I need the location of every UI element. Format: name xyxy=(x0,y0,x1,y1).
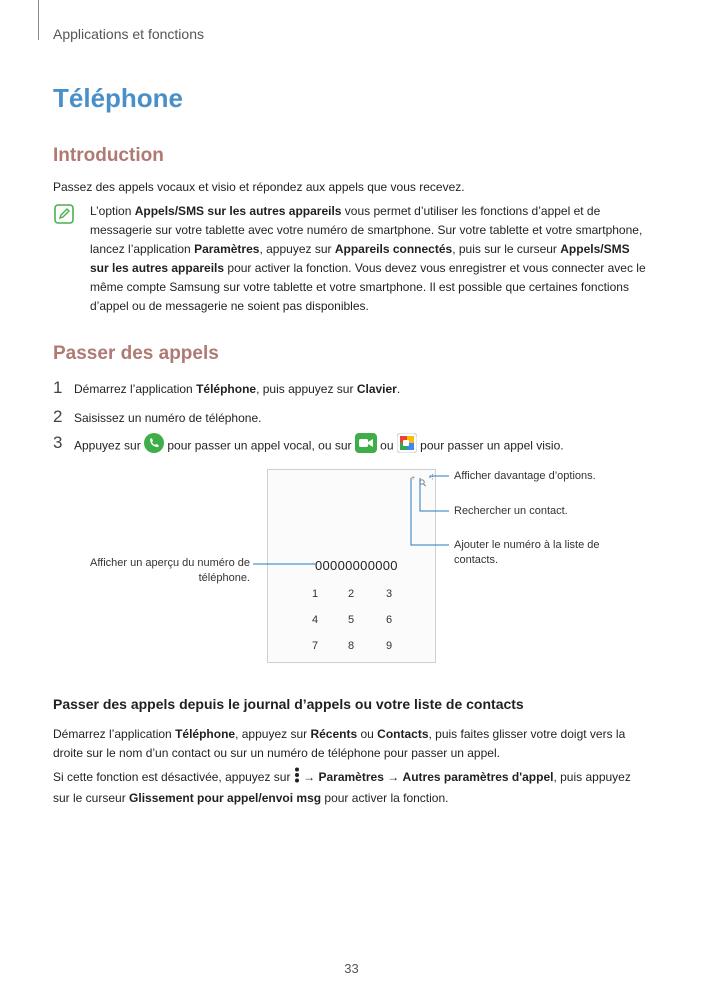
callout-add-contact: Ajouter le numéro à la liste de contacts. xyxy=(454,539,600,566)
key-1[interactable]: 1 xyxy=(311,588,319,600)
key-5[interactable]: 5 xyxy=(347,614,355,626)
key-9[interactable]: 9 xyxy=(385,640,393,652)
add-contact-icon[interactable]: + xyxy=(411,475,416,482)
intro-text: Passez des appels vocaux et visio et répondez aux appels que vous recevez. xyxy=(53,180,465,194)
key-4[interactable]: 4 xyxy=(311,614,319,626)
number-display: 00000000000 xyxy=(315,558,398,573)
callout-more-options: Afficher davantage d’options. xyxy=(454,470,596,482)
key-8[interactable]: 8 xyxy=(347,640,355,652)
page-title: Téléphone xyxy=(53,83,184,113)
step-1-number: 1 xyxy=(53,378,63,397)
step-2-number: 2 xyxy=(53,407,63,426)
section-header: Applications et fonctions xyxy=(53,26,204,42)
calls-heading: Passer des appels xyxy=(53,343,219,364)
log-paragraph-1: Démarrez l’application Téléphone, appuyez sur Récents ou Contacts, puis faites glisser votre doigt vers la droite sur le nom d’un contact ou sur un numéro de téléphone pour passer un appel. xyxy=(53,727,626,760)
step-3-number: 3 xyxy=(53,433,63,452)
key-6[interactable]: 6 xyxy=(385,614,393,626)
step-3-text: Appuyez sur pour passer un appel vocal, ou sur ou pour passer un appel visio. xyxy=(74,433,564,460)
key-7[interactable]: 7 xyxy=(311,640,319,652)
key-3[interactable]: 3 xyxy=(385,588,393,600)
intro-heading: Introduction xyxy=(53,145,164,166)
step-2-text: Saisissez un numéro de téléphone. xyxy=(74,411,262,425)
note-text: L’option Appels/SMS sur les autres appareils vous permet d’utiliser les fonctions d’appel et de messagerie sur votre tablette avec votre numéro de smartphone. Sur votre tablette et votre smartphone, lancez l’application Paramètres, appuyez sur Appareils connectés, puis sur le curseur Appels/SMS sur les autres appareils pour activer la fonction. Vous devez vous enregistrer et vous connecter avec le même compte Samsung sur votre tablette et votre smartphone. Il est possible que certaines fonctions d’appel ou de messagerie ne soient pas disponibles. xyxy=(90,204,646,313)
callout-preview: Afficher un aperçu du numéro de téléphone. xyxy=(89,557,250,584)
key-2[interactable]: 2 xyxy=(347,588,355,600)
log-paragraph-2: Si cette fonction est désactivée, appuyez sur → Paramètres → Autres paramètres d'appel, puis appuyez sur le curseur Glissement pour appel/envoi msg pour activer la fonction. xyxy=(53,767,648,808)
more-options-icon[interactable]: ⋮ xyxy=(429,474,436,481)
log-heading: Passer des appels depuis le journal d’appels ou votre liste de contacts xyxy=(53,696,524,712)
callout-search: Rechercher un contact. xyxy=(454,505,568,517)
page-number: 33 xyxy=(344,961,359,976)
step-1-text: Démarrez l’application Téléphone, puis appuyez sur Clavier. xyxy=(74,382,401,396)
